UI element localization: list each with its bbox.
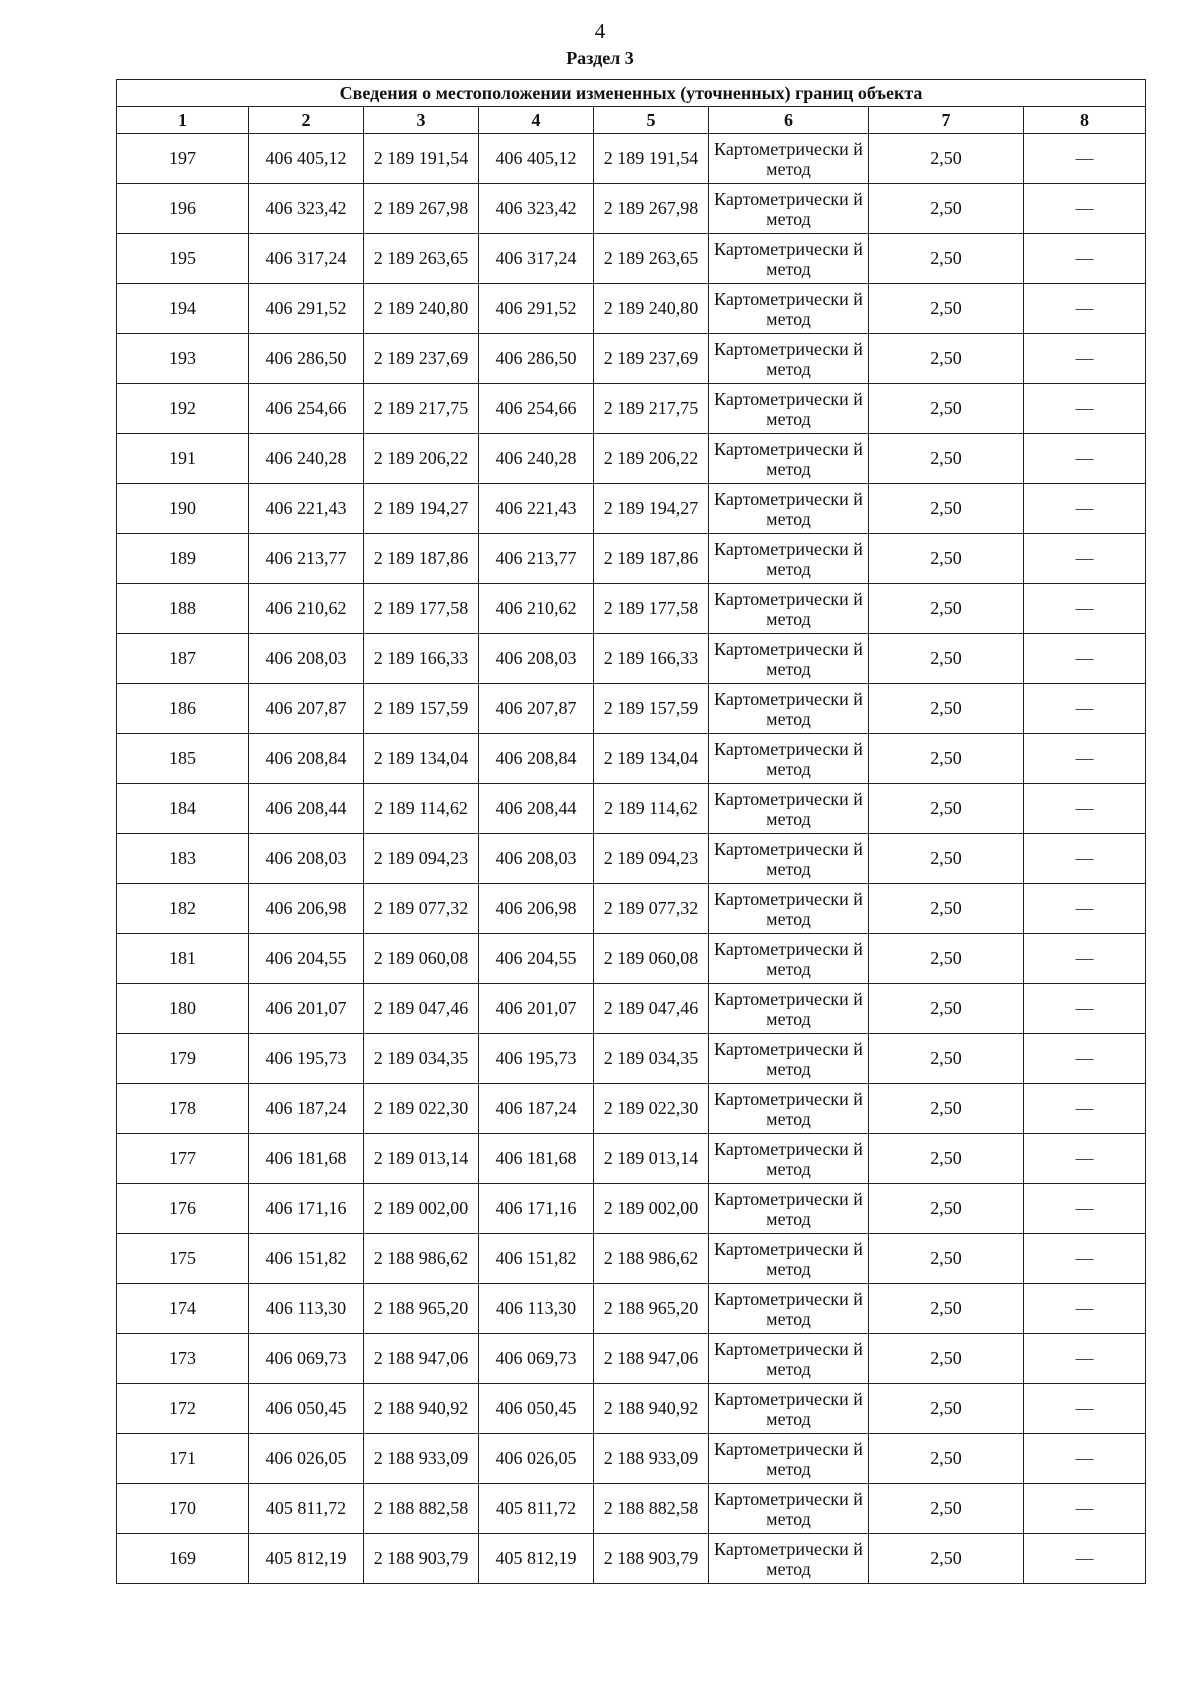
table-row [117,634,1146,684]
table-row [117,484,1146,534]
table-row [117,1134,1146,1184]
table-row [117,334,1146,384]
description-cell: — [1024,584,1146,634]
x-existing-cell: 406 026,05 [249,1434,364,1484]
point-number-cell: 177 [117,1134,249,1184]
determination-method-cell: Картометрически й метод [709,284,869,334]
x-new-cell: 406 254,66 [479,384,594,434]
accuracy-cell: 2,50 [869,584,1024,634]
description-cell: — [1024,734,1146,784]
determination-method-cell: Картометрически й метод [709,834,869,884]
x-new-cell: 406 151,82 [479,1234,594,1284]
y-existing-cell: 2 189 177,58 [364,584,479,634]
x-existing-cell: 406 323,42 [249,184,364,234]
y-new-cell: 2 189 194,27 [594,484,709,534]
y-new-cell: 2 188 965,20 [594,1284,709,1334]
table-row [117,384,1146,434]
table-row [117,934,1146,984]
y-existing-cell: 2 188 986,62 [364,1234,479,1284]
y-new-cell: 2 188 940,92 [594,1384,709,1434]
y-new-cell: 2 189 267,98 [594,184,709,234]
accuracy-cell: 2,50 [869,1284,1024,1334]
y-new-cell: 2 189 191,54 [594,134,709,184]
point-number-cell: 174 [117,1284,249,1334]
x-existing-cell: 406 151,82 [249,1234,364,1284]
determination-method-cell: Картометрически й метод [709,1184,869,1234]
description-cell: — [1024,434,1146,484]
description-cell: — [1024,684,1146,734]
accuracy-cell: 2,50 [869,984,1024,1034]
point-number-cell: 186 [117,684,249,734]
y-existing-cell: 2 189 187,86 [364,534,479,584]
accuracy-cell: 2,50 [869,1184,1024,1234]
accuracy-cell: 2,50 [869,1534,1024,1584]
x-new-cell: 406 069,73 [479,1334,594,1384]
x-new-cell: 406 195,73 [479,1034,594,1084]
determination-method-cell: Картометрически й метод [709,734,869,784]
description-cell: — [1024,1034,1146,1084]
accuracy-cell: 2,50 [869,1334,1024,1384]
x-new-cell: 406 026,05 [479,1434,594,1484]
description-cell: — [1024,1284,1146,1334]
description-cell: — [1024,1484,1146,1534]
x-existing-cell: 406 208,84 [249,734,364,784]
accuracy-cell: 2,50 [869,1034,1024,1084]
column-header-4: 4 [479,107,594,134]
y-new-cell: 2 189 240,80 [594,284,709,334]
description-cell: — [1024,134,1146,184]
y-new-cell: 2 189 217,75 [594,384,709,434]
description-cell: — [1024,384,1146,434]
accuracy-cell: 2,50 [869,1384,1024,1434]
point-number-cell: 178 [117,1084,249,1134]
column-header-3: 3 [364,107,479,134]
description-cell: — [1024,284,1146,334]
x-new-cell: 406 213,77 [479,534,594,584]
accuracy-cell: 2,50 [869,534,1024,584]
x-existing-cell: 406 286,50 [249,334,364,384]
y-new-cell: 2 188 882,58 [594,1484,709,1534]
accuracy-cell: 2,50 [869,334,1024,384]
point-number-cell: 184 [117,784,249,834]
description-cell: — [1024,1334,1146,1384]
table-row [117,184,1146,234]
x-new-cell: 406 207,87 [479,684,594,734]
column-header-5: 5 [594,107,709,134]
accuracy-cell: 2,50 [869,934,1024,984]
point-number-cell: 180 [117,984,249,1034]
accuracy-cell: 2,50 [869,784,1024,834]
point-number-cell: 192 [117,384,249,434]
determination-method-cell: Картометрически й метод [709,934,869,984]
x-new-cell: 405 812,19 [479,1534,594,1584]
y-existing-cell: 2 188 903,79 [364,1534,479,1584]
y-new-cell: 2 189 263,65 [594,234,709,284]
determination-method-cell: Картометрически й метод [709,234,869,284]
table-row [117,584,1146,634]
y-existing-cell: 2 189 013,14 [364,1134,479,1184]
point-number-cell: 188 [117,584,249,634]
y-new-cell: 2 189 114,62 [594,784,709,834]
point-number-cell: 195 [117,234,249,284]
x-existing-cell: 405 811,72 [249,1484,364,1534]
y-new-cell: 2 188 933,09 [594,1434,709,1484]
accuracy-cell: 2,50 [869,1434,1024,1484]
determination-method-cell: Картометрически й метод [709,1434,869,1484]
determination-method-cell: Картометрически й метод [709,1334,869,1384]
x-new-cell: 406 323,42 [479,184,594,234]
x-existing-cell: 406 201,07 [249,984,364,1034]
point-number-cell: 189 [117,534,249,584]
x-new-cell: 406 210,62 [479,584,594,634]
accuracy-cell: 2,50 [869,484,1024,534]
determination-method-cell: Картометрически й метод [709,1234,869,1284]
x-existing-cell: 406 204,55 [249,934,364,984]
x-new-cell: 406 208,84 [479,734,594,784]
point-number-cell: 182 [117,884,249,934]
x-existing-cell: 406 206,98 [249,884,364,934]
point-number-cell: 170 [117,1484,249,1534]
x-existing-cell: 406 187,24 [249,1084,364,1134]
accuracy-cell: 2,50 [869,1134,1024,1184]
description-cell: — [1024,984,1146,1034]
accuracy-cell: 2,50 [869,384,1024,434]
y-new-cell: 2 189 177,58 [594,584,709,634]
determination-method-cell: Картометрически й метод [709,184,869,234]
table-row [117,1334,1146,1384]
y-existing-cell: 2 189 094,23 [364,834,479,884]
determination-method-cell: Картометрически й метод [709,1284,869,1334]
point-number-cell: 171 [117,1434,249,1484]
x-new-cell: 406 240,28 [479,434,594,484]
y-new-cell: 2 189 060,08 [594,934,709,984]
x-new-cell: 406 204,55 [479,934,594,984]
determination-method-cell: Картометрически й метод [709,484,869,534]
point-number-cell: 194 [117,284,249,334]
y-existing-cell: 2 189 002,00 [364,1184,479,1234]
description-cell: — [1024,1234,1146,1284]
x-existing-cell: 406 210,62 [249,584,364,634]
determination-method-cell: Картометрически й метод [709,1484,869,1534]
x-existing-cell: 406 113,30 [249,1284,364,1334]
accuracy-cell: 2,50 [869,1234,1024,1284]
table-row [117,684,1146,734]
accuracy-cell: 2,50 [869,734,1024,784]
accuracy-cell: 2,50 [869,1484,1024,1534]
x-new-cell: 406 317,24 [479,234,594,284]
table-body [117,134,1146,1584]
table-row [117,534,1146,584]
table-row [117,734,1146,784]
y-existing-cell: 2 189 240,80 [364,284,479,334]
determination-method-cell: Картометрически й метод [709,584,869,634]
y-existing-cell: 2 188 965,20 [364,1284,479,1334]
point-number-cell: 193 [117,334,249,384]
table-row [117,1234,1146,1284]
table-row [117,1084,1146,1134]
x-existing-cell: 406 195,73 [249,1034,364,1084]
y-new-cell: 2 189 134,04 [594,734,709,784]
description-cell: — [1024,884,1146,934]
point-number-cell: 196 [117,184,249,234]
accuracy-cell: 2,50 [869,284,1024,334]
table-row [117,284,1146,334]
determination-method-cell: Картометрически й метод [709,1134,869,1184]
x-existing-cell: 406 221,43 [249,484,364,534]
description-cell: — [1024,784,1146,834]
description-cell: — [1024,184,1146,234]
x-existing-cell: 406 317,24 [249,234,364,284]
description-cell: — [1024,484,1146,534]
y-existing-cell: 2 189 047,46 [364,984,479,1034]
table-row [117,134,1146,184]
point-number-cell: 197 [117,134,249,184]
table-row [117,1034,1146,1084]
description-cell: — [1024,534,1146,584]
y-new-cell: 2 189 166,33 [594,634,709,684]
column-header-1: 1 [117,107,249,134]
table-header-row [117,107,1146,134]
section-title: Раздел 3 [566,48,634,68]
y-existing-cell: 2 189 263,65 [364,234,479,284]
x-new-cell: 406 208,44 [479,784,594,834]
accuracy-cell: 2,50 [869,434,1024,484]
x-new-cell: 406 405,12 [479,134,594,184]
determination-method-cell: Картометрически й метод [709,1384,869,1434]
description-cell: — [1024,1134,1146,1184]
determination-method-cell: Картометрически й метод [709,134,869,184]
x-new-cell: 406 201,07 [479,984,594,1034]
x-new-cell: 406 187,24 [479,1084,594,1134]
description-cell: — [1024,834,1146,884]
y-existing-cell: 2 188 933,09 [364,1434,479,1484]
x-existing-cell: 405 812,19 [249,1534,364,1584]
determination-method-cell: Картометрически й метод [709,334,869,384]
column-header-7: 7 [869,107,1024,134]
y-new-cell: 2 189 237,69 [594,334,709,384]
y-new-cell: 2 189 077,32 [594,884,709,934]
table-row [117,784,1146,834]
x-new-cell: 406 291,52 [479,284,594,334]
y-new-cell: 2 189 034,35 [594,1034,709,1084]
x-existing-cell: 406 405,12 [249,134,364,184]
y-new-cell: 2 189 022,30 [594,1084,709,1134]
y-new-cell: 2 189 187,86 [594,534,709,584]
table-row [117,1284,1146,1334]
accuracy-cell: 2,50 [869,1084,1024,1134]
table-row [117,434,1146,484]
x-new-cell: 406 171,16 [479,1184,594,1234]
determination-method-cell: Картометрически й метод [709,984,869,1034]
y-new-cell: 2 189 013,14 [594,1134,709,1184]
table-row [117,1484,1146,1534]
determination-method-cell: Картометрически й метод [709,384,869,434]
y-existing-cell: 2 189 237,69 [364,334,479,384]
x-new-cell: 406 206,98 [479,884,594,934]
x-new-cell: 405 811,72 [479,1484,594,1534]
x-existing-cell: 406 254,66 [249,384,364,434]
point-number-cell: 190 [117,484,249,534]
point-number-cell: 172 [117,1384,249,1434]
y-new-cell: 2 189 157,59 [594,684,709,734]
boundary-coordinates-table [116,79,1146,1584]
y-existing-cell: 2 189 022,30 [364,1084,479,1134]
y-existing-cell: 2 189 157,59 [364,684,479,734]
determination-method-cell: Картометрически й метод [709,534,869,584]
point-number-cell: 179 [117,1034,249,1084]
description-cell: — [1024,1184,1146,1234]
description-cell: — [1024,1534,1146,1584]
accuracy-cell: 2,50 [869,234,1024,284]
y-new-cell: 2 189 094,23 [594,834,709,884]
x-new-cell: 406 181,68 [479,1134,594,1184]
x-existing-cell: 406 050,45 [249,1384,364,1434]
y-existing-cell: 2 189 034,35 [364,1034,479,1084]
accuracy-cell: 2,50 [869,184,1024,234]
y-new-cell: 2 188 986,62 [594,1234,709,1284]
x-existing-cell: 406 208,03 [249,834,364,884]
page-number: 4 [594,19,606,43]
x-new-cell: 406 221,43 [479,484,594,534]
x-existing-cell: 406 171,16 [249,1184,364,1234]
accuracy-cell: 2,50 [869,684,1024,734]
description-cell: — [1024,1084,1146,1134]
point-number-cell: 181 [117,934,249,984]
x-existing-cell: 406 208,44 [249,784,364,834]
x-existing-cell: 406 291,52 [249,284,364,334]
accuracy-cell: 2,50 [869,134,1024,184]
y-existing-cell: 2 188 882,58 [364,1484,479,1534]
y-existing-cell: 2 189 060,08 [364,934,479,984]
determination-method-cell: Картометрически й метод [709,884,869,934]
y-existing-cell: 2 189 114,62 [364,784,479,834]
y-new-cell: 2 189 002,00 [594,1184,709,1234]
x-new-cell: 406 208,03 [479,634,594,684]
y-existing-cell: 2 189 134,04 [364,734,479,784]
column-header-2: 2 [249,107,364,134]
y-existing-cell: 2 188 940,92 [364,1384,479,1434]
point-number-cell: 183 [117,834,249,884]
description-cell: — [1024,634,1146,684]
x-existing-cell: 406 069,73 [249,1334,364,1384]
table-caption: Сведения о местоположении измененных (уточненных) границ объекта [117,80,1146,107]
y-existing-cell: 2 189 166,33 [364,634,479,684]
y-existing-cell: 2 189 267,98 [364,184,479,234]
y-existing-cell: 2 189 206,22 [364,434,479,484]
determination-method-cell: Картометрически й метод [709,1084,869,1134]
y-existing-cell: 2 189 077,32 [364,884,479,934]
y-existing-cell: 2 189 194,27 [364,484,479,534]
y-new-cell: 2 188 903,79 [594,1534,709,1584]
point-number-cell: 191 [117,434,249,484]
point-number-cell: 169 [117,1534,249,1584]
accuracy-cell: 2,50 [869,884,1024,934]
table-row [117,984,1146,1034]
determination-method-cell: Картометрически й метод [709,634,869,684]
x-existing-cell: 406 207,87 [249,684,364,734]
point-number-cell: 187 [117,634,249,684]
table-row [117,1534,1146,1584]
table-row [117,1434,1146,1484]
y-new-cell: 2 189 047,46 [594,984,709,1034]
determination-method-cell: Картометрически й метод [709,784,869,834]
description-cell: — [1024,334,1146,384]
description-cell: — [1024,1434,1146,1484]
y-existing-cell: 2 189 191,54 [364,134,479,184]
column-header-6: 6 [709,107,869,134]
description-cell: — [1024,1384,1146,1434]
x-new-cell: 406 050,45 [479,1384,594,1434]
description-cell: — [1024,934,1146,984]
table-row [117,1384,1146,1434]
accuracy-cell: 2,50 [869,834,1024,884]
accuracy-cell: 2,50 [869,634,1024,684]
x-existing-cell: 406 181,68 [249,1134,364,1184]
y-new-cell: 2 188 947,06 [594,1334,709,1384]
table-row [117,234,1146,284]
table-row [117,884,1146,934]
description-cell: — [1024,234,1146,284]
x-new-cell: 406 286,50 [479,334,594,384]
x-new-cell: 406 208,03 [479,834,594,884]
table-row [117,1184,1146,1234]
column-header-8: 8 [1024,107,1146,134]
y-existing-cell: 2 188 947,06 [364,1334,479,1384]
y-existing-cell: 2 189 217,75 [364,384,479,434]
point-number-cell: 185 [117,734,249,784]
y-new-cell: 2 189 206,22 [594,434,709,484]
table-row [117,834,1146,884]
determination-method-cell: Картометрически й метод [709,1034,869,1084]
x-existing-cell: 406 208,03 [249,634,364,684]
determination-method-cell: Картометрически й метод [709,1534,869,1584]
determination-method-cell: Картометрически й метод [709,684,869,734]
point-number-cell: 173 [117,1334,249,1384]
x-existing-cell: 406 213,77 [249,534,364,584]
x-existing-cell: 406 240,28 [249,434,364,484]
point-number-cell: 176 [117,1184,249,1234]
point-number-cell: 175 [117,1234,249,1284]
x-new-cell: 406 113,30 [479,1284,594,1334]
determination-method-cell: Картометрически й метод [709,434,869,484]
